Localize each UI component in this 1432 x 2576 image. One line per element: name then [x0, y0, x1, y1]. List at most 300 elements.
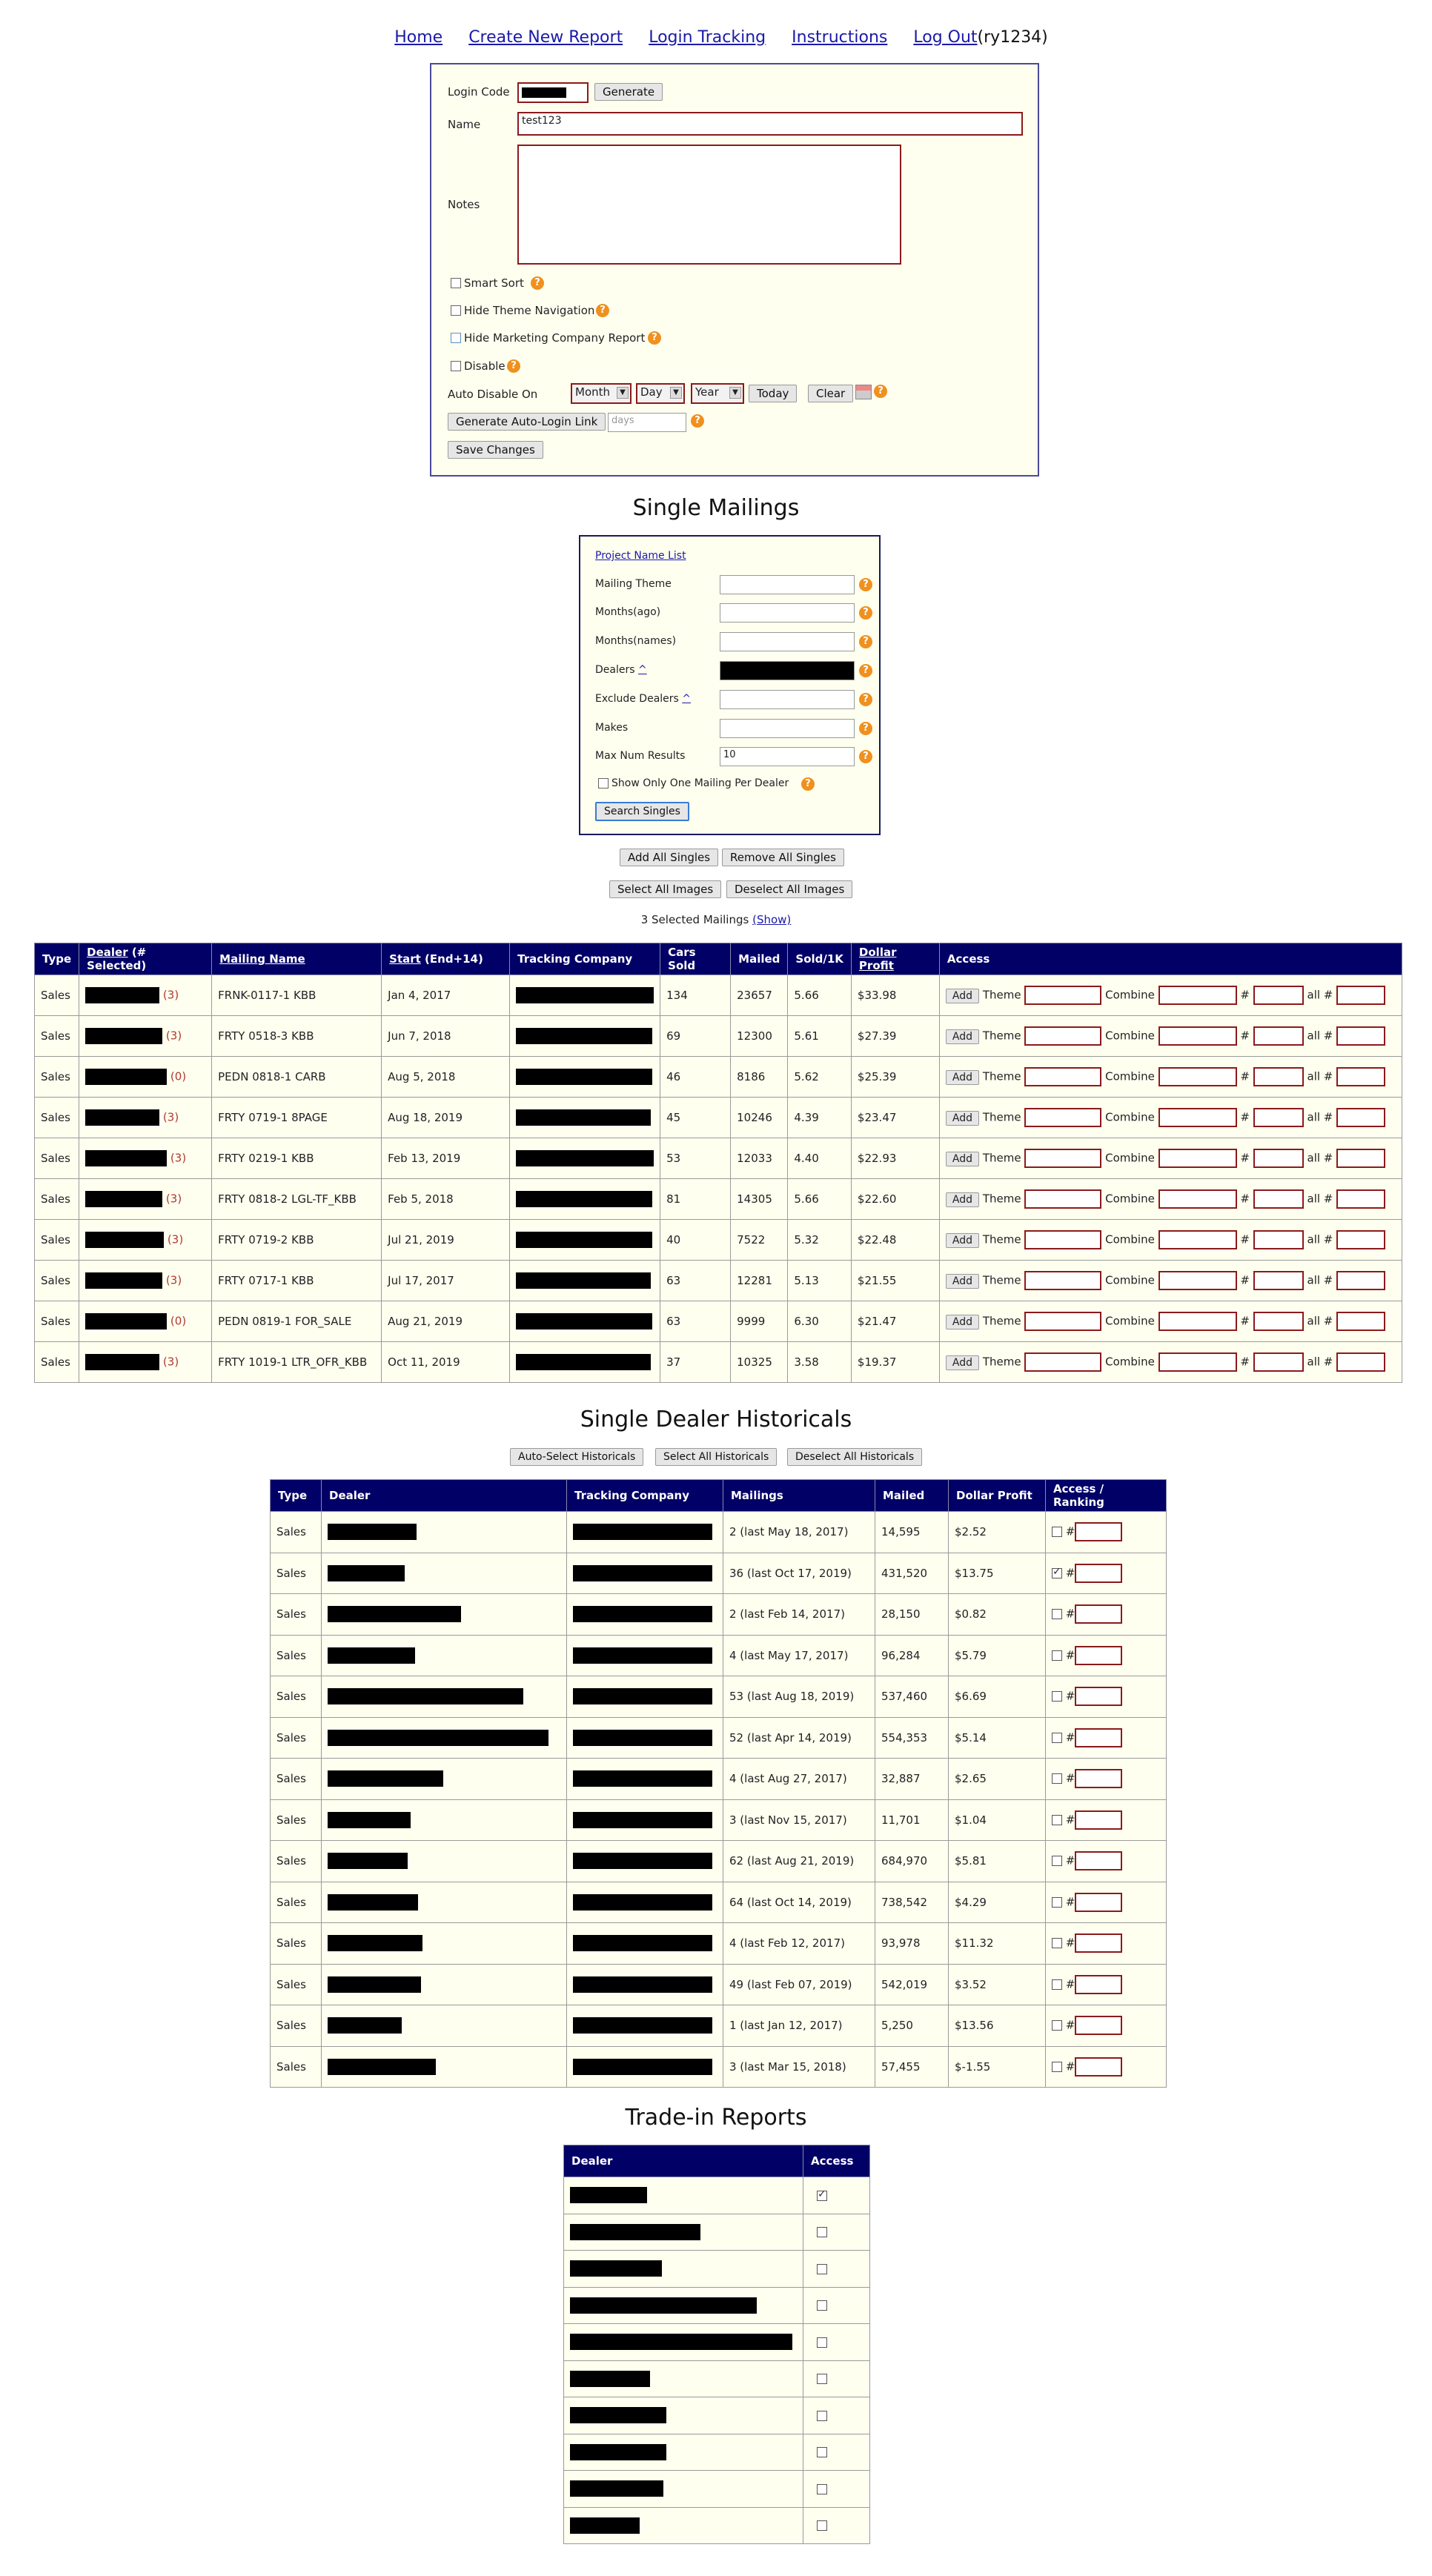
all-rank-input[interactable] [1336, 1312, 1385, 1331]
redacted-tracking [573, 1935, 712, 1951]
deselect-all-historicals-button[interactable]: Deselect All Historicals [787, 1448, 922, 1466]
combine-input[interactable] [1158, 1026, 1237, 1046]
table-row [271, 1759, 1167, 1800]
hide-theme-nav-label: Hide Theme Navigation [464, 304, 595, 317]
access-checkbox[interactable] [817, 2374, 827, 2384]
sold-1k-cell: 5.66 [788, 1179, 852, 1220]
mailings-cell: 3 (last Nov 15, 2017) [723, 1799, 875, 1841]
access-checkbox[interactable] [817, 2520, 827, 2531]
makes-label: Makes [595, 722, 629, 734]
access-cell [939, 1179, 1402, 1220]
redacted-dealer [328, 1565, 405, 1581]
access-checkbox[interactable] [817, 2447, 827, 2457]
redacted-dealer [328, 1606, 461, 1622]
type-cell: Sales [271, 1676, 322, 1718]
access-checkbox[interactable] [1052, 1527, 1062, 1537]
save-changes-button[interactable]: Save Changes [448, 441, 543, 459]
select-all-images-button[interactable]: Select All Images [609, 880, 721, 898]
all-rank-input[interactable] [1336, 1189, 1385, 1209]
clear-button[interactable]: Clear [808, 385, 853, 402]
type-cell: Sales [271, 2005, 322, 2047]
profit-cell: $1.04 [949, 1799, 1046, 1841]
tracking-cell [510, 1016, 660, 1057]
profit-cell: $2.52 [949, 1512, 1046, 1553]
add-button[interactable]: Add [946, 1274, 979, 1289]
type-cell: Sales [271, 1923, 322, 1965]
combine-input[interactable] [1158, 1067, 1237, 1086]
table-row [564, 2471, 870, 2508]
mailing-name-cell: FRTY 0518-3 KBB [212, 1016, 382, 1057]
mailing-name-cell: FRNK-0117-1 KBB [212, 975, 382, 1016]
all-rank-input[interactable] [1336, 986, 1385, 1005]
help-icon[interactable]: ? [859, 693, 872, 706]
theme-label: Theme [982, 1069, 1021, 1083]
theme-input[interactable] [1024, 1108, 1101, 1127]
type-cell: Sales [271, 2046, 322, 2088]
help-icon[interactable]: ? [801, 777, 815, 791]
help-icon[interactable]: ? [648, 331, 661, 345]
tracking-cell [567, 1882, 723, 1923]
redacted-tracking [573, 1853, 712, 1869]
add-button[interactable]: Add [946, 1111, 979, 1126]
rank-input[interactable] [1075, 2057, 1122, 2077]
disable-checkbox[interactable] [451, 361, 461, 371]
profit-cell: $0.82 [949, 1594, 1046, 1636]
redacted-dealer [85, 987, 159, 1003]
type-cell: Sales [35, 1342, 79, 1383]
access-cell [939, 1301, 1402, 1342]
add-all-singles-button[interactable]: Add All Singles [620, 849, 718, 866]
access-checkbox[interactable] [817, 2337, 827, 2348]
col-dealer: Dealer [564, 2145, 803, 2177]
tracking-cell [567, 1594, 723, 1636]
col-start[interactable]: Start (End+14) [382, 943, 510, 975]
start-cell: Aug 21, 2019 [382, 1301, 510, 1342]
all-rank-input[interactable] [1336, 1149, 1385, 1168]
name-input[interactable]: test123 [517, 112, 1023, 136]
access-checkbox[interactable] [1052, 1773, 1062, 1784]
type-cell: Sales [271, 1759, 322, 1800]
deselect-all-images-button[interactable]: Deselect All Images [726, 880, 852, 898]
selected-count: (3) [170, 1151, 187, 1165]
mailed-cell: 10246 [731, 1098, 788, 1138]
all-hash-label: all # [1307, 1029, 1333, 1043]
access-cell [1046, 1882, 1167, 1923]
theme-input[interactable] [1024, 1230, 1101, 1249]
help-icon[interactable]: ? [531, 276, 544, 290]
max-num-results-input[interactable]: 10 [720, 747, 855, 766]
instructions-link[interactable]: Instructions [792, 28, 888, 47]
dealer-cell [79, 1016, 212, 1057]
rank-input[interactable] [1253, 1189, 1304, 1209]
rank-input[interactable] [1253, 986, 1304, 1005]
redacted-dealer [570, 2224, 700, 2240]
help-icon[interactable]: ? [507, 359, 520, 373]
login-tracking-link[interactable]: Login Tracking [649, 28, 766, 47]
cars-sold-cell: 37 [660, 1342, 731, 1383]
redacted-dealer [85, 1354, 159, 1370]
months-ago-label: Months(ago) [595, 606, 661, 618]
redacted-dealer [570, 2480, 663, 2497]
access-checkbox[interactable] [817, 2227, 827, 2237]
mailing-theme-input[interactable] [720, 575, 855, 594]
profit-cell: $13.75 [949, 1553, 1046, 1594]
rank-input[interactable] [1075, 1810, 1122, 1830]
access-checkbox[interactable] [1052, 1815, 1062, 1825]
login-code-label: Login Code [448, 85, 510, 99]
hash-label: # [1065, 1936, 1075, 1950]
add-button[interactable]: Add [946, 1315, 979, 1330]
all-rank-input[interactable] [1336, 1026, 1385, 1046]
today-button[interactable]: Today [749, 385, 797, 402]
days-input[interactable]: days [608, 413, 686, 432]
hash-label: # [1065, 1977, 1075, 1991]
profit-cell: $5.14 [949, 1717, 1046, 1759]
col-cars-sold: Cars Sold [660, 943, 731, 975]
tracking-cell [567, 1964, 723, 2005]
theme-input[interactable] [1024, 1189, 1101, 1209]
hash-label: # [1065, 1689, 1075, 1703]
smart-sort-checkbox[interactable] [451, 278, 461, 288]
hash-label: # [1240, 1029, 1250, 1043]
rank-input[interactable] [1075, 1728, 1122, 1747]
redacted-tracking [573, 1524, 712, 1540]
login-code-input[interactable] [517, 82, 589, 103]
combine-input[interactable] [1158, 1108, 1237, 1127]
redacted-tracking [516, 1354, 651, 1370]
redacted-dealer [85, 1232, 164, 1248]
type-cell: Sales [35, 1261, 79, 1301]
month-select[interactable]: Month ▼ [571, 383, 632, 404]
table-row [271, 1635, 1167, 1676]
generate-auto-login-button[interactable]: Generate Auto-Login Link [448, 413, 606, 431]
col-access-ranking: Access / Ranking [1046, 1480, 1167, 1512]
rank-input[interactable] [1253, 1271, 1304, 1290]
type-cell: Sales [35, 1057, 79, 1098]
access-checkbox[interactable] [1052, 1856, 1062, 1866]
notes-textarea[interactable] [517, 145, 901, 265]
table-row [564, 2360, 870, 2397]
access-checkbox[interactable] [817, 2300, 827, 2311]
dealer-cell [322, 1759, 567, 1800]
rank-input[interactable] [1253, 1108, 1304, 1127]
access-checkbox[interactable] [1052, 1609, 1062, 1619]
help-icon[interactable]: ? [859, 664, 872, 677]
help-icon[interactable]: ? [596, 304, 609, 317]
redacted-tracking [516, 1069, 652, 1085]
dealer-cell [79, 1261, 212, 1301]
table-row [564, 2397, 870, 2434]
redacted-tracking [573, 1730, 712, 1746]
mailings-cell: 2 (last Feb 14, 2017) [723, 1594, 875, 1636]
hash-label: # [1065, 1730, 1075, 1745]
chevron-down-icon: ▼ [729, 387, 741, 399]
select-all-historicals-button[interactable]: Select All Historicals [655, 1448, 777, 1466]
all-rank-input[interactable] [1336, 1271, 1385, 1290]
all-rank-input[interactable] [1336, 1067, 1385, 1086]
cars-sold-cell: 69 [660, 1016, 731, 1057]
single-mailings-title: Single Mailings [632, 495, 800, 521]
access-checkbox[interactable] [817, 2191, 827, 2201]
table-row [564, 2324, 870, 2361]
combine-input[interactable] [1158, 1189, 1237, 1209]
day-select[interactable]: Day ▼ [636, 383, 685, 404]
tracking-cell [510, 1057, 660, 1098]
access-cell [939, 1261, 1402, 1301]
hash-label: # [1065, 1771, 1075, 1785]
add-button[interactable]: Add [946, 1233, 979, 1248]
type-cell: Sales [271, 1841, 322, 1882]
mailed-cell: 32,887 [875, 1759, 949, 1800]
selected-count: (0) [170, 1314, 187, 1328]
search-singles-button[interactable]: Search Singles [595, 802, 689, 821]
mailed-cell: 554,353 [875, 1717, 949, 1759]
type-cell: Sales [271, 1717, 322, 1759]
theme-input[interactable] [1024, 986, 1101, 1005]
table-row [271, 1553, 1167, 1594]
theme-input[interactable] [1024, 1149, 1101, 1168]
access-cell [1046, 1841, 1167, 1882]
show-one-checkbox[interactable] [598, 778, 609, 789]
help-icon[interactable]: ? [859, 606, 872, 620]
add-button[interactable]: Add [946, 1152, 979, 1166]
add-button[interactable]: Add [946, 1192, 979, 1207]
logout-link[interactable]: Log Out [913, 28, 978, 47]
rank-input[interactable] [1075, 1933, 1122, 1953]
exclude-dealers-input[interactable] [720, 690, 855, 709]
show-selected-link[interactable]: (Show) [752, 913, 792, 926]
selected-mailings-summary: 3 Selected Mailings (Show) [640, 913, 792, 926]
access-checkbox[interactable] [817, 2264, 827, 2274]
exclude-dealers-toggle-link[interactable]: ^ [682, 693, 692, 705]
dealer-cell [79, 1179, 212, 1220]
rank-input[interactable] [1075, 1851, 1122, 1870]
rank-input[interactable] [1075, 1769, 1122, 1788]
redacted-tracking [516, 1150, 654, 1166]
year-select[interactable]: Year ▼ [691, 383, 744, 404]
dealer-cell [79, 1098, 212, 1138]
type-cell: Sales [35, 1138, 79, 1179]
mailings-cell: 64 (last Oct 14, 2019) [723, 1882, 875, 1923]
combine-input[interactable] [1158, 986, 1237, 1005]
project-name-list-link[interactable]: Project Name List [595, 550, 686, 562]
add-button[interactable]: Add [946, 1070, 979, 1085]
combine-label: Combine [1105, 1151, 1155, 1165]
auto-select-historicals-button[interactable]: Auto-Select Historicals [510, 1448, 643, 1466]
access-checkbox[interactable] [1052, 1691, 1062, 1702]
dealer-cell [322, 1635, 567, 1676]
historicals-table [270, 1479, 1167, 2088]
redacted-dealer [328, 1647, 415, 1664]
chevron-down-icon: ▼ [617, 387, 629, 399]
access-checkbox[interactable] [1052, 1897, 1062, 1908]
combine-label: Combine [1105, 1110, 1155, 1124]
tracking-cell [510, 1220, 660, 1261]
combine-input[interactable] [1158, 1312, 1237, 1331]
mailings-cell: 36 (last Oct 17, 2019) [723, 1553, 875, 1594]
theme-input[interactable] [1024, 1067, 1101, 1086]
table-row [271, 1841, 1167, 1882]
type-cell: Sales [35, 1220, 79, 1261]
generate-button[interactable]: Generate [594, 83, 663, 101]
makes-input[interactable] [720, 719, 855, 738]
months-names-input[interactable] [720, 632, 855, 651]
combine-input[interactable] [1158, 1230, 1237, 1249]
col-profit[interactable]: Dollar Profit [851, 943, 939, 975]
theme-input[interactable] [1024, 1352, 1101, 1372]
rank-input[interactable] [1075, 1687, 1122, 1706]
redacted-tracking [516, 987, 654, 1003]
col-mailing-name[interactable]: Mailing Name [212, 943, 382, 975]
add-button[interactable]: Add [946, 989, 979, 1003]
tracking-cell [567, 1512, 723, 1553]
access-cell [803, 2214, 870, 2251]
access-checkbox[interactable] [1052, 1938, 1062, 1948]
mailing-name-cell: FRTY 0719-2 KBB [212, 1220, 382, 1261]
rank-input[interactable] [1253, 1067, 1304, 1086]
tracking-cell [567, 1923, 723, 1965]
dealer-cell [564, 2287, 803, 2324]
redacted-dealer [328, 2017, 402, 2034]
dealers-toggle-link[interactable]: ^ [637, 664, 647, 676]
help-icon[interactable]: ? [859, 578, 872, 591]
access-checkbox[interactable] [1052, 2020, 1062, 2031]
access-checkbox[interactable] [1052, 2062, 1062, 2072]
mailings-cell: 4 (last Aug 27, 2017) [723, 1759, 875, 1800]
col-type: Type [35, 943, 79, 975]
dealer-cell [564, 2177, 803, 2214]
start-cell: Aug 18, 2019 [382, 1098, 510, 1138]
sold-1k-cell: 5.32 [788, 1220, 852, 1261]
rank-input[interactable] [1253, 1026, 1304, 1046]
cars-sold-cell: 63 [660, 1261, 731, 1301]
combine-label: Combine [1105, 1069, 1155, 1083]
remove-all-singles-button[interactable]: Remove All Singles [722, 849, 844, 866]
redacted-dealer [570, 2444, 666, 2460]
all-rank-input[interactable] [1336, 1352, 1385, 1372]
combine-input[interactable] [1158, 1271, 1237, 1290]
tracking-cell [567, 1635, 723, 1676]
type-cell: Sales [271, 1553, 322, 1594]
dealer-cell [79, 1220, 212, 1261]
table-row [35, 975, 1402, 1016]
table-row [271, 1923, 1167, 1965]
redacted-dealer [85, 1069, 167, 1085]
create-report-link[interactable]: Create New Report [468, 28, 623, 47]
col-access: Access [803, 2145, 870, 2177]
access-cell [803, 2251, 870, 2288]
combine-input[interactable] [1158, 1149, 1237, 1168]
all-rank-input[interactable] [1336, 1108, 1385, 1127]
dealer-cell [564, 2251, 803, 2288]
dealer-cell [564, 2324, 803, 2361]
home-link[interactable]: Home [394, 28, 443, 47]
dealers-input[interactable] [720, 661, 855, 680]
table-row [564, 2177, 870, 2214]
hash-label: # [1240, 1355, 1250, 1369]
mailed-cell: 57,455 [875, 2046, 949, 2088]
dealer-cell [79, 1138, 212, 1179]
help-icon[interactable]: ? [859, 750, 872, 763]
cars-sold-cell: 53 [660, 1138, 731, 1179]
months-ago-input[interactable] [720, 603, 855, 623]
mailing-name-cell: FRTY 0717-1 KBB [212, 1261, 382, 1301]
mailed-cell: 9999 [731, 1301, 788, 1342]
mailings-cell: 4 (last Feb 12, 2017) [723, 1923, 875, 1965]
access-checkbox[interactable] [1052, 1733, 1062, 1743]
table-row [35, 1301, 1402, 1342]
help-icon[interactable]: ? [874, 385, 887, 398]
rank-input[interactable] [1075, 1646, 1122, 1665]
theme-input[interactable] [1024, 1312, 1101, 1331]
combine-label: Combine [1105, 1355, 1155, 1369]
rank-input[interactable] [1075, 2016, 1122, 2035]
access-checkbox[interactable] [1052, 1979, 1062, 1990]
mailed-cell: 14,595 [875, 1512, 949, 1553]
theme-input[interactable] [1024, 1026, 1101, 1046]
mailed-cell: 8186 [731, 1057, 788, 1098]
access-cell [1046, 1594, 1167, 1636]
add-button[interactable]: Add [946, 1029, 979, 1044]
rank-input[interactable] [1075, 1975, 1122, 1994]
dealer-cell [322, 1841, 567, 1882]
access-checkbox[interactable] [1052, 1568, 1062, 1579]
rank-input[interactable] [1075, 1564, 1122, 1583]
tracking-cell [510, 1342, 660, 1383]
combine-input[interactable] [1158, 1352, 1237, 1372]
theme-input[interactable] [1024, 1271, 1101, 1290]
tracking-cell [510, 975, 660, 1016]
redacted-dealer [570, 2371, 650, 2387]
start-cell: Jul 21, 2019 [382, 1220, 510, 1261]
all-rank-input[interactable] [1336, 1230, 1385, 1249]
rank-input[interactable] [1075, 1604, 1122, 1624]
hash-label: # [1065, 2059, 1075, 2074]
help-icon[interactable]: ? [859, 635, 872, 648]
rank-input[interactable] [1253, 1352, 1304, 1372]
hide-marketing-label: Hide Marketing Company Report [464, 331, 646, 345]
cars-sold-cell: 40 [660, 1220, 731, 1261]
type-cell: Sales [271, 1799, 322, 1841]
col-tracking: Tracking Company [567, 1480, 723, 1512]
access-cell [939, 1016, 1402, 1057]
table-row [271, 1512, 1167, 1553]
hide-theme-nav-checkbox[interactable] [451, 305, 461, 316]
access-checkbox[interactable] [817, 2411, 827, 2421]
redacted-dealer [570, 2297, 757, 2314]
cars-sold-cell: 81 [660, 1179, 731, 1220]
hash-label: # [1240, 988, 1250, 1002]
rank-input[interactable] [1075, 1893, 1122, 1912]
max-num-results-label: Max Num Results [595, 750, 686, 762]
rank-input[interactable] [1253, 1312, 1304, 1331]
add-button[interactable]: Add [946, 1355, 979, 1370]
access-checkbox[interactable] [1052, 1650, 1062, 1661]
access-cell [803, 2324, 870, 2361]
rank-input[interactable] [1253, 1230, 1304, 1249]
col-mailed: Mailed [875, 1480, 949, 1512]
col-dealer[interactable]: Dealer (# Selected) [79, 943, 212, 975]
mailed-cell: 10325 [731, 1342, 788, 1383]
rank-input[interactable] [1253, 1149, 1304, 1168]
hide-marketing-checkbox[interactable] [451, 333, 461, 343]
help-icon[interactable]: ? [859, 722, 872, 735]
calendar-icon[interactable] [855, 385, 872, 399]
table-row [271, 1594, 1167, 1636]
help-icon[interactable]: ? [691, 414, 704, 428]
access-checkbox[interactable] [817, 2484, 827, 2494]
rank-input[interactable] [1075, 1522, 1122, 1541]
